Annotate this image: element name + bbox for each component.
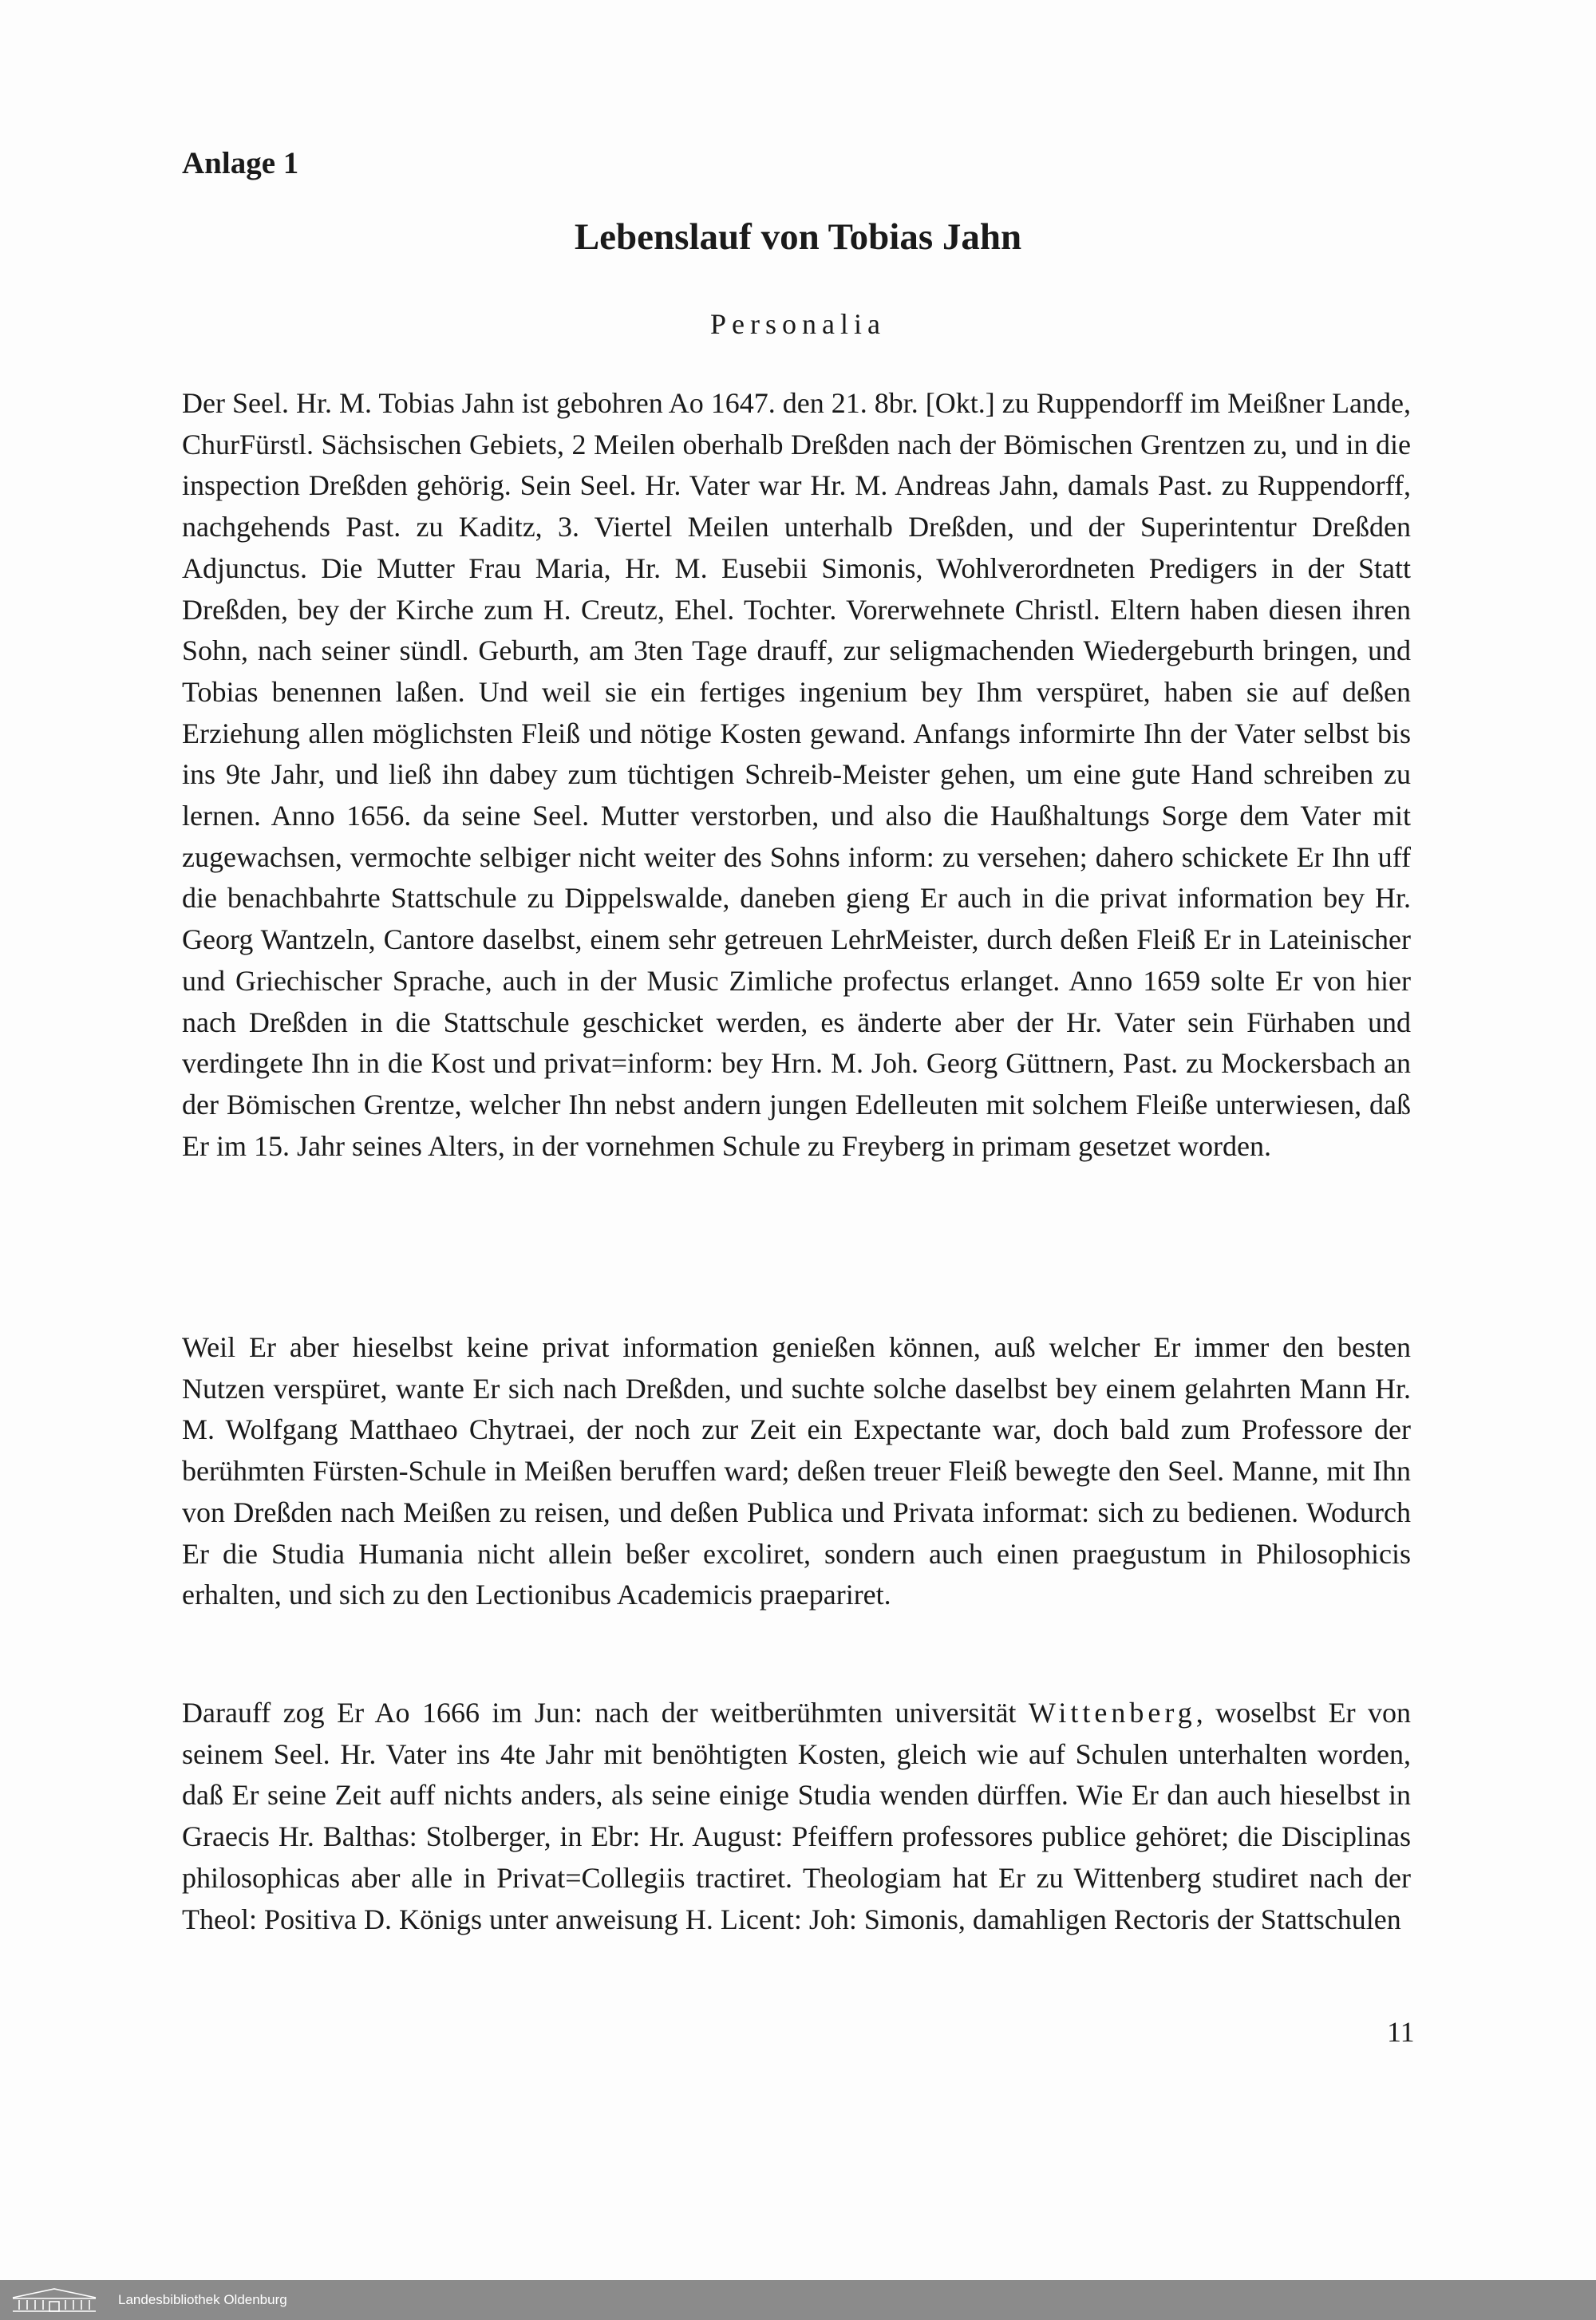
paragraph-3-text-start: Darauff zog Er Ao 1666 im Jun: nach der weitberühmten universität — [182, 1697, 1029, 1729]
section-subtitle: Personalia — [710, 308, 886, 340]
appendix-label: Anlage 1 — [182, 146, 299, 180]
paragraph-3-text-end: , woselbst Er von seinem Seel. Hr. Vater ins 4te Jahr mit benöhtigten Kosten, gleich wie auf Schulen unterhalten worden, daß Er seine Zeit auff nichts anders, als seine einige Studia wenden dürffen. Wie Er dan auch hieselbst in Graecis Hr. Balthas: Stolberger, in Ebr: Hr. August: Pfeiffern professores publice gehöret; die Disciplinas philosophicas aber alle in Privat=Collegiis tractiret. Theologiam hat Er zu Wittenberg studiret nach der Theol: Positiva D. Königs unter anweisung H. Licent: Joh: Simonis, damahligen Rectoris der Stattschulen — [182, 1697, 1411, 1935]
paragraph-2-text: Weil Er aber hieselbst keine privat information genießen können, auß welcher Er immer den besten Nutzen verspüret, wante Er sich nach Dreßden, und suchte solche daselbst bey einem gelahrten Mann Hr. M. Wolfgang Matthaeo Chytraei, der noch zur Zeit ein Expectante war, doch bald zum Professore der berühmten Fürsten-Schule in Meißen beruffen ward; deßen treuer Fleiß bewegte den Seel. Manne, mit Ihn von Dreßden nach Meißen zu reisen, und deßen Publica und Privata informat: sich zu bedienen. Wodurch Er die Studia Humania nicht allein beßer excoliret, sondern auch einen praegustum in Philosophicis erhalten, und sich zu den Lectionibus Academicis praepariret. — [182, 1331, 1411, 1611]
paragraph-3-spaced-city: Wittenberg — [1028, 1697, 1196, 1729]
paragraph-2 — [182, 1327, 1411, 1616]
library-building-icon — [10, 2286, 99, 2314]
paragraph-1 — [182, 383, 1411, 1167]
page-title — [0, 215, 1596, 259]
page-number: 11 — [1387, 2016, 1415, 2048]
footer-library-name: Landesbibliothek Oldenburg — [118, 2292, 287, 2307]
paragraph-1-text: Der Seel. Hr. M. Tobias Jahn ist gebohren Ao 1647. den 21. 8br. [Okt.] zu Ruppendorff im Meißner Lande, ChurFürstl. Sächsischen Gebiets, 2 Meilen oberhalb Dreßden nach der Bömischen Grentzen zu, und in die inspection Dreßden gehörig. Sein Seel. Hr. Vater war Hr. M. Andreas Jahn, damals Past. zu Ruppendorff, nachgehends Past. zu Kaditz, 3. Viertel Meilen unterhalb Dreßden, und der Superintentur Dreßden Adjunctus. Die Mutter Frau Maria, Hr. M. Eusebii Simonis, Wohlverordneten Predigers in der Statt Dreßden, bey der Kirche zum H. Creutz, Ehel. Tochter. Vorerwehnete Christl. Eltern haben diesen ihren Sohn, nach seiner sündl. Geburth, am 3ten Tage drauff, zur seligmachenden Wiedergeburth bringen, und Tobias benennen laßen. Und weil sie ein fertiges ingenium bey Ihm verspüret, haben sie auf deßen Erziehung allen möglichsten Fleiß und nötige Kosten gewand. Anfangs informirte Ihn der Vater selbst bis ins 9te Jahr, und ließ ihn dabey zum tüchtigen Schreib-Meister gehen, um eine gute Hand schreiben zu lernen. Anno 1656. da seine Seel. Mutter verstorben, und also die Haußhaltungs Sorge dem Vater mit zugewachsen, vermochte selbiger nicht weiter des Sohns inform: zu versehen; dahero schickete Er Ihn uff die benachbahrte Stattschule zu Dippelswalde, daneben gieng Er auch in die privat information bey Hr. Georg Wantzeln, Cantore daselbst, einem sehr getreuen LehrMeister, durch deßen Fleiß Er in Lateinischer und Griechischer Sprache, auch in der Music Zimliche profectus erlanget. Anno 1659 solte Er von hier nach Dreßden in die Stattschule geschicket werden, es änderte aber der Hr. Vater sein Fürhaben und verdingete Ihn in die Kost und privat=inform: bey Hrn. M. Joh. Georg Güttnern, Past. zu Mockersbach an der Bömischen Grentze, welcher Ihn nebst andern jungen Edelleuten mit solchem Fleiße unterwiesen, daß Er im 15. Jahr seines Alters, in der vornehmen Schule zu Freyberg in primam gesetzet worden. — [182, 387, 1411, 1162]
page-title-text: Lebenslauf von Tobias Jahn — [574, 216, 1022, 258]
paragraph-3 — [182, 1693, 1411, 1940]
footer-bar — [0, 2280, 1596, 2320]
